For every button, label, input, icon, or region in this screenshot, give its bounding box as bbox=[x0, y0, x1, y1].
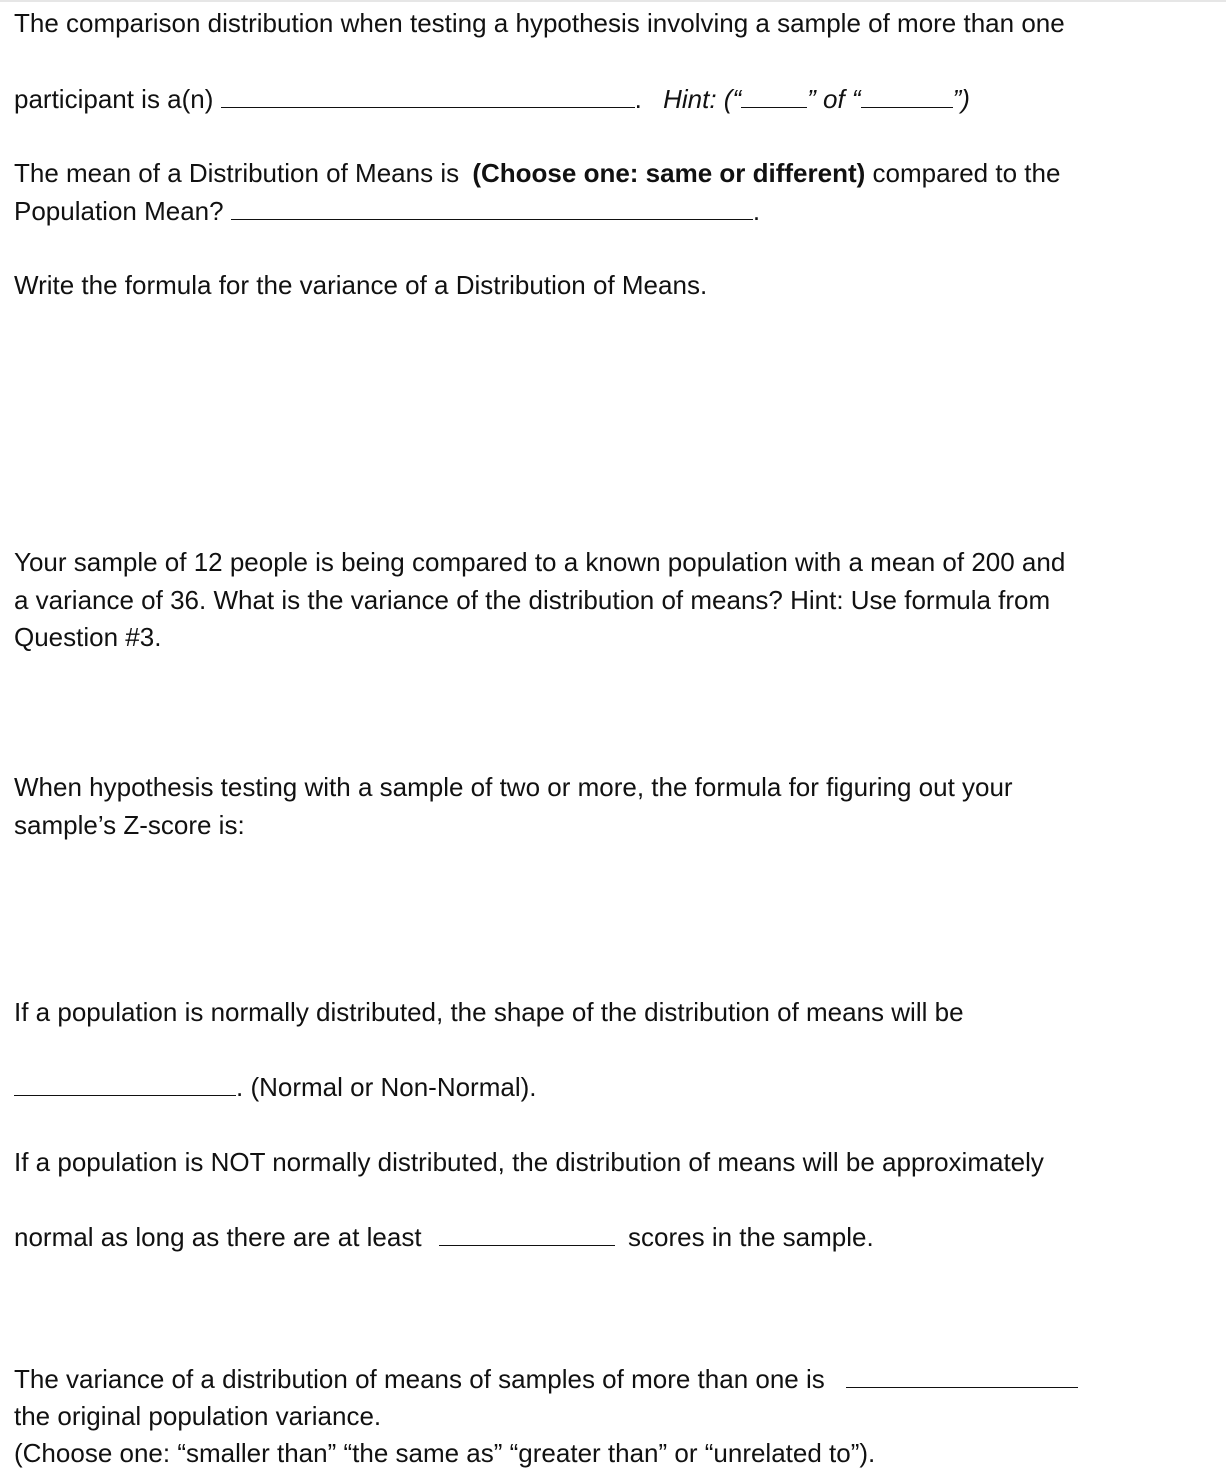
q8-line-3: (Choose one: “smaller than” “the same as” “greater than” or “unrelated to”). bbox=[14, 1438, 876, 1468]
q4-line-1: Your sample of 12 people is being compared to a known population with a mean of 200 and bbox=[14, 547, 1066, 577]
q8-prefix: The variance of a distribution of means of samples of more than one is bbox=[14, 1364, 825, 1394]
q1-hint-blank-2[interactable] bbox=[861, 85, 953, 108]
q8-line-2: the original population variance. bbox=[14, 1401, 382, 1431]
q8-line-1 bbox=[14, 1364, 1078, 1394]
q1-hint-close: ”) bbox=[952, 84, 970, 114]
page-top-border bbox=[0, 0, 1226, 2]
q7-prefix: normal as long as there are at least bbox=[14, 1222, 422, 1252]
q2-line2-prefix: Population Mean? bbox=[14, 196, 224, 226]
q2-line-2 bbox=[14, 196, 760, 226]
q1-prefix: participant is a(n) bbox=[14, 84, 214, 114]
q5-line-1: When hypothesis testing with a sample of two or more, the formula for figuring out your bbox=[14, 772, 1013, 802]
q1-period: . bbox=[634, 84, 642, 114]
q1-hint-mid: ” of “ bbox=[807, 84, 861, 114]
q1-line-2 bbox=[14, 84, 970, 114]
q7-suffix: scores in the sample. bbox=[628, 1222, 874, 1252]
q2-line-1 bbox=[14, 158, 1060, 188]
q1-line-1: The comparison distribution when testing a hypothesis involving a sample of more than one bbox=[14, 8, 1065, 38]
q1-hint-blank-1[interactable] bbox=[741, 85, 807, 108]
q4-line-2: a variance of 36. What is the variance of the distribution of means? Hint: Use formula from bbox=[14, 585, 1051, 615]
q5-line-2: sample’s Z-score is: bbox=[14, 810, 245, 840]
q1-hint-open: Hint: (“ bbox=[663, 84, 742, 114]
q7-line-1: If a population is NOT normally distributed, the distribution of means will be approximately bbox=[14, 1147, 1044, 1177]
q6-answer-blank[interactable] bbox=[14, 1073, 236, 1096]
q2-answer-blank[interactable] bbox=[231, 197, 753, 220]
q8-answer-blank[interactable] bbox=[846, 1365, 1078, 1388]
q7-line-2 bbox=[14, 1222, 874, 1252]
q6-suffix: . (Normal or Non-Normal). bbox=[236, 1072, 537, 1102]
q2-period: . bbox=[752, 196, 761, 226]
q3-text: Write the formula for the variance of a Distribution of Means. bbox=[14, 270, 708, 300]
q2-suffix: compared to the bbox=[872, 158, 1061, 188]
q2-choice: (Choose one: same or different) bbox=[472, 158, 866, 188]
q4-line-3: Question #3. bbox=[14, 622, 162, 652]
q1-answer-blank[interactable] bbox=[221, 85, 635, 108]
q6-line-1: If a population is normally distributed, the shape of the distribution of means will be bbox=[14, 997, 964, 1027]
q6-line-2 bbox=[14, 1072, 537, 1102]
q2-prefix: The mean of a Distribution of Means is bbox=[14, 158, 460, 188]
q7-answer-blank[interactable] bbox=[439, 1223, 615, 1246]
